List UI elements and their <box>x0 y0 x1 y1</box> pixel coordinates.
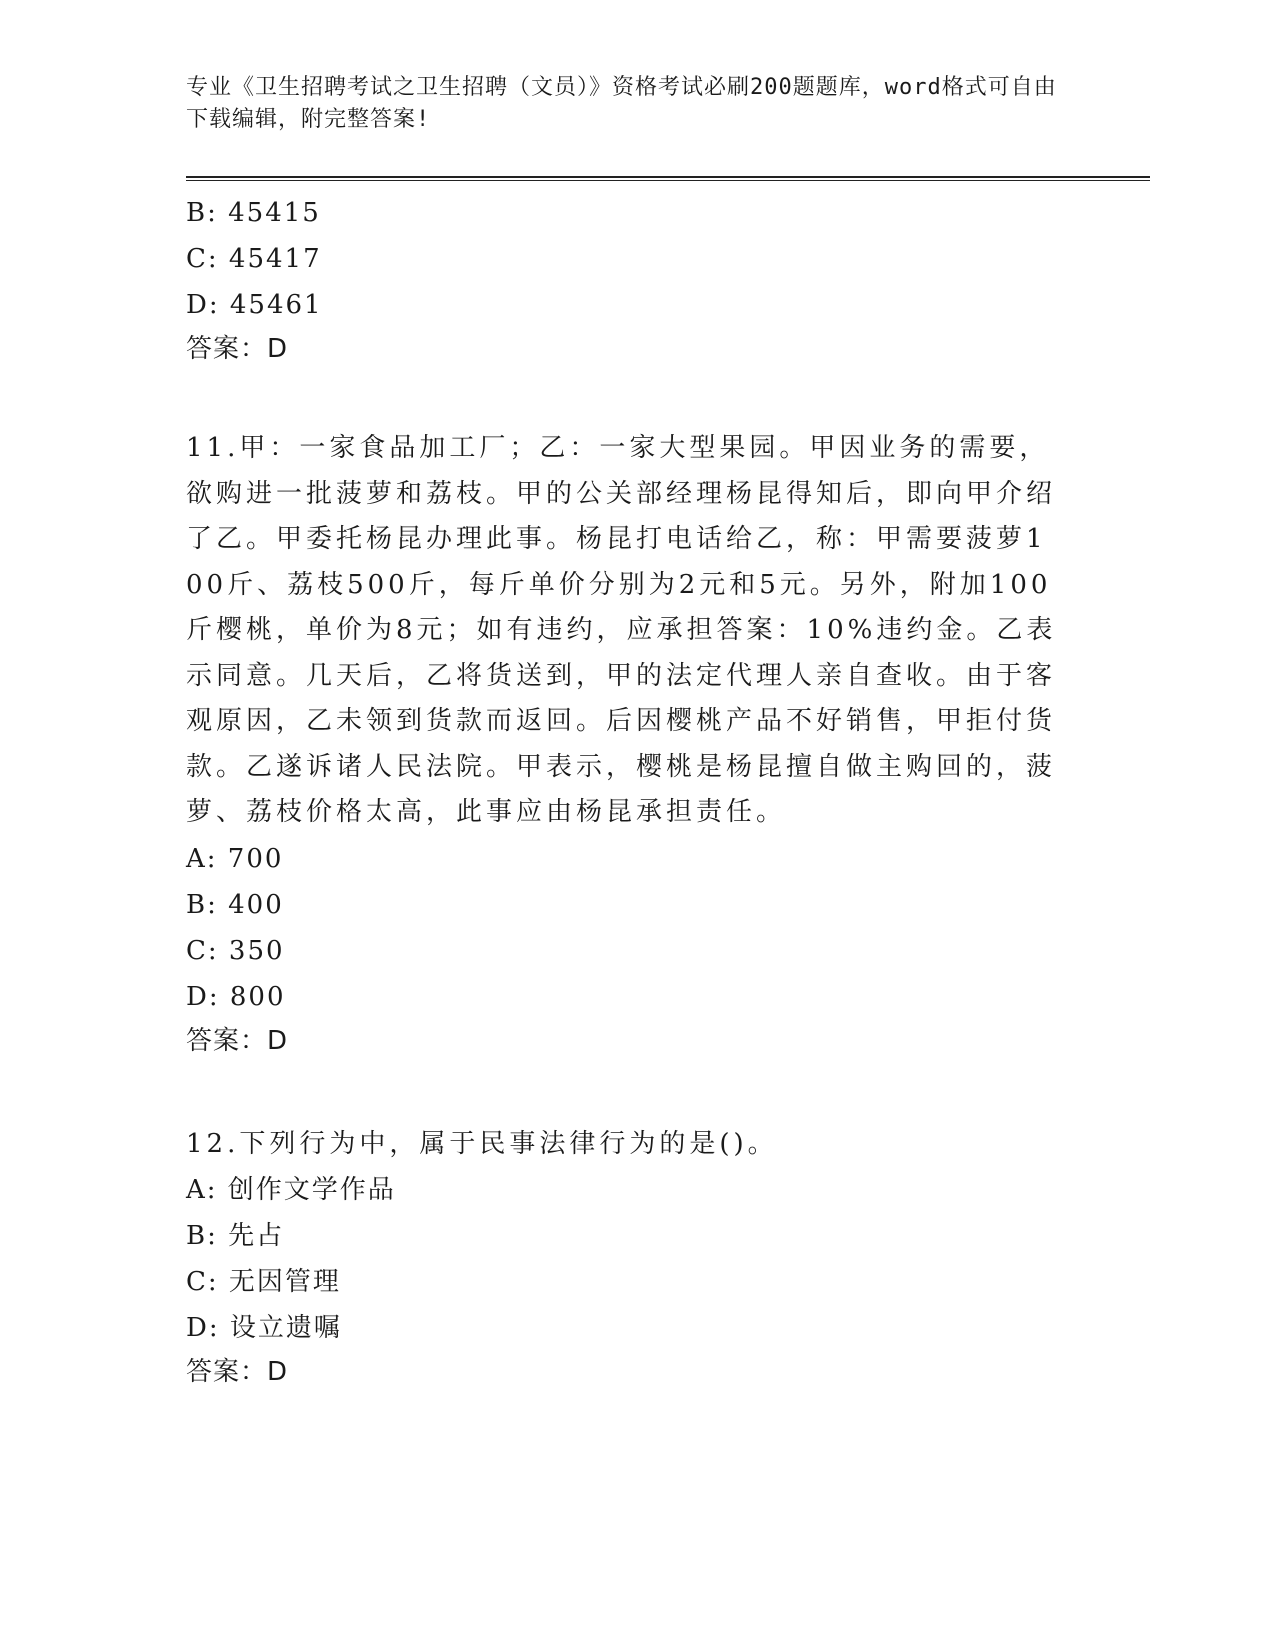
option-a: A: 700 <box>186 843 284 874</box>
spacer <box>186 1062 1066 1122</box>
question-10-continued <box>186 190 1066 370</box>
option-c: C: 45417 <box>186 244 322 274</box>
option-d: D: 45461 <box>186 290 323 320</box>
question-content <box>186 190 1066 1393</box>
question-stem: 12.下列行为中，属于民事法律行为的是()。 <box>186 1128 778 1159</box>
option-c: C: 无因管理 <box>186 1267 341 1297</box>
header-divider <box>186 176 1150 181</box>
spacer <box>186 370 1066 426</box>
option-a: A: 创作文学作品 <box>186 1175 396 1205</box>
question-12 <box>186 1122 1066 1394</box>
option-d: D: 设立遗嘱 <box>186 1313 342 1343</box>
option-b: B: 400 <box>186 889 284 920</box>
answer-line: 答案：D <box>186 334 289 364</box>
option-c: C: 350 <box>186 935 285 966</box>
option-b: B: 先占 <box>186 1221 285 1251</box>
answer-line: 答案：D <box>186 1025 289 1056</box>
question-11 <box>186 426 1066 1062</box>
option-d: D: 800 <box>186 981 286 1012</box>
option-b: B: 45415 <box>186 198 321 228</box>
question-stem: 11.甲：一家食品加工厂；乙：一家大型果园。甲因业务的需要，欲购进一批菠萝和荔枝。甲的公关部经理杨昆得知后，即向甲介绍了乙。甲委托杨昆办理此事。杨昆打电话给乙，称：甲需要菠萝100斤、荔枝500斤，每斤单价分别为2元和5元。另外，附加100斤樱桃，单价为8元；如有违约，应承担答案：10%违约金。乙表示同意。几天后，乙将货送到，甲的法定代理人亲自查收。由于客观原因，乙未领到货款而返回。后因樱桃产品不好销售，甲拒付货款。乙遂诉诸人民法院。甲表示，樱桃是杨昆擅自做主购回的，菠萝、荔枝价格太高，此事应由杨昆承担责任。 <box>186 433 1057 827</box>
answer-line: 答案：D <box>186 1357 289 1387</box>
page-header: 专业《卫生招聘考试之卫生招聘（文员）》资格考试必刷200题题库，word格式可自由下载编辑，附完整答案! <box>186 75 1057 132</box>
